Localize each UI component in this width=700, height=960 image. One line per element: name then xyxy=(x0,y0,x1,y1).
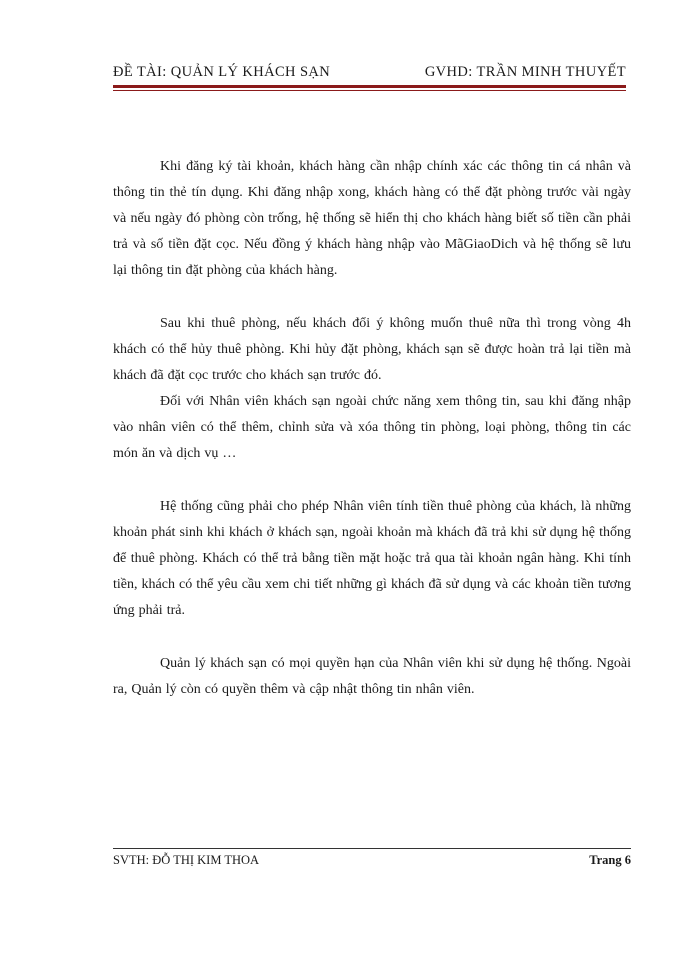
paragraph-account-registration: Khi đăng ký tài khoản, khách hàng cần nhập chính xác các thông tin cá nhân và thông tin thẻ tín dụng. Khi đăng nhập xong, khách hàng có thể đặt phòng trước vài ngày và nếu ngày đó phòng còn trống, hệ thống sẽ hiển thị cho khách hàng biết số tiền cần phải trả và số tiền đặt cọc. Nếu đồng ý khách hàng nhập vào MãGiaoDich và hệ thống sẽ lưu lại thông tin đặt phòng của khách hàng. xyxy=(113,159,631,278)
page-header xyxy=(113,64,626,84)
paragraph-cancellation: Sau khi thuê phòng, nếu khách đổi ý không muốn thuê nữa thì trong vòng 4h khách có thể hủy thuê phòng. Khi hủy đặt phòng, khách sạn sẽ được hoàn trả lại tiền mà khách đã đặt cọc trước cho khách sạn trước đó. xyxy=(113,316,631,383)
header-rule-thin xyxy=(113,90,626,91)
paragraph-staff-functions: Đối với Nhân viên khách sạn ngoài chức năng xem thông tin, sau khi đăng nhập vào nhân viên có thể thêm, chỉnh sửa và xóa thông tin phòng, loại phòng, thông tin các món ăn và dịch vụ … xyxy=(113,394,631,461)
header-topic: ĐỀ TÀI: QUẢN LÝ KHÁCH SẠN xyxy=(113,64,331,80)
footer-page-number: Trang 6 xyxy=(589,853,631,867)
footer-rule xyxy=(113,848,631,849)
header-advisor: GVHD: TRẦN MINH THUYẾT xyxy=(424,64,626,80)
header-rule-thick xyxy=(113,85,626,88)
paragraph-manager-rights: Quản lý khách sạn có mọi quyền hạn của Nhân viên khi sử dụng hệ thống. Ngoài ra, Quản lý còn có quyền thêm và cập nhật thông tin nhân viên. xyxy=(113,656,631,697)
document-body xyxy=(113,154,631,703)
paragraph-billing: Hệ thống cũng phải cho phép Nhân viên tính tiền thuê phòng của khách, là những khoản phát sinh khi khách ở khách sạn, ngoài khoản mà khách đã trả khi sử dụng hệ thống để thuê phòng. Khách có thể trả bằng tiền mặt hoặc trả qua tài khoản ngân hàng. Khi tính tiền, khách có thể yêu cầu xem chi tiết những gì khách đã sử dụng và các khoản tiền tương ứng phải trả. xyxy=(113,499,631,618)
footer-student: SVTH: ĐỖ THỊ KIM THOA xyxy=(113,853,260,867)
page-footer xyxy=(113,853,631,871)
